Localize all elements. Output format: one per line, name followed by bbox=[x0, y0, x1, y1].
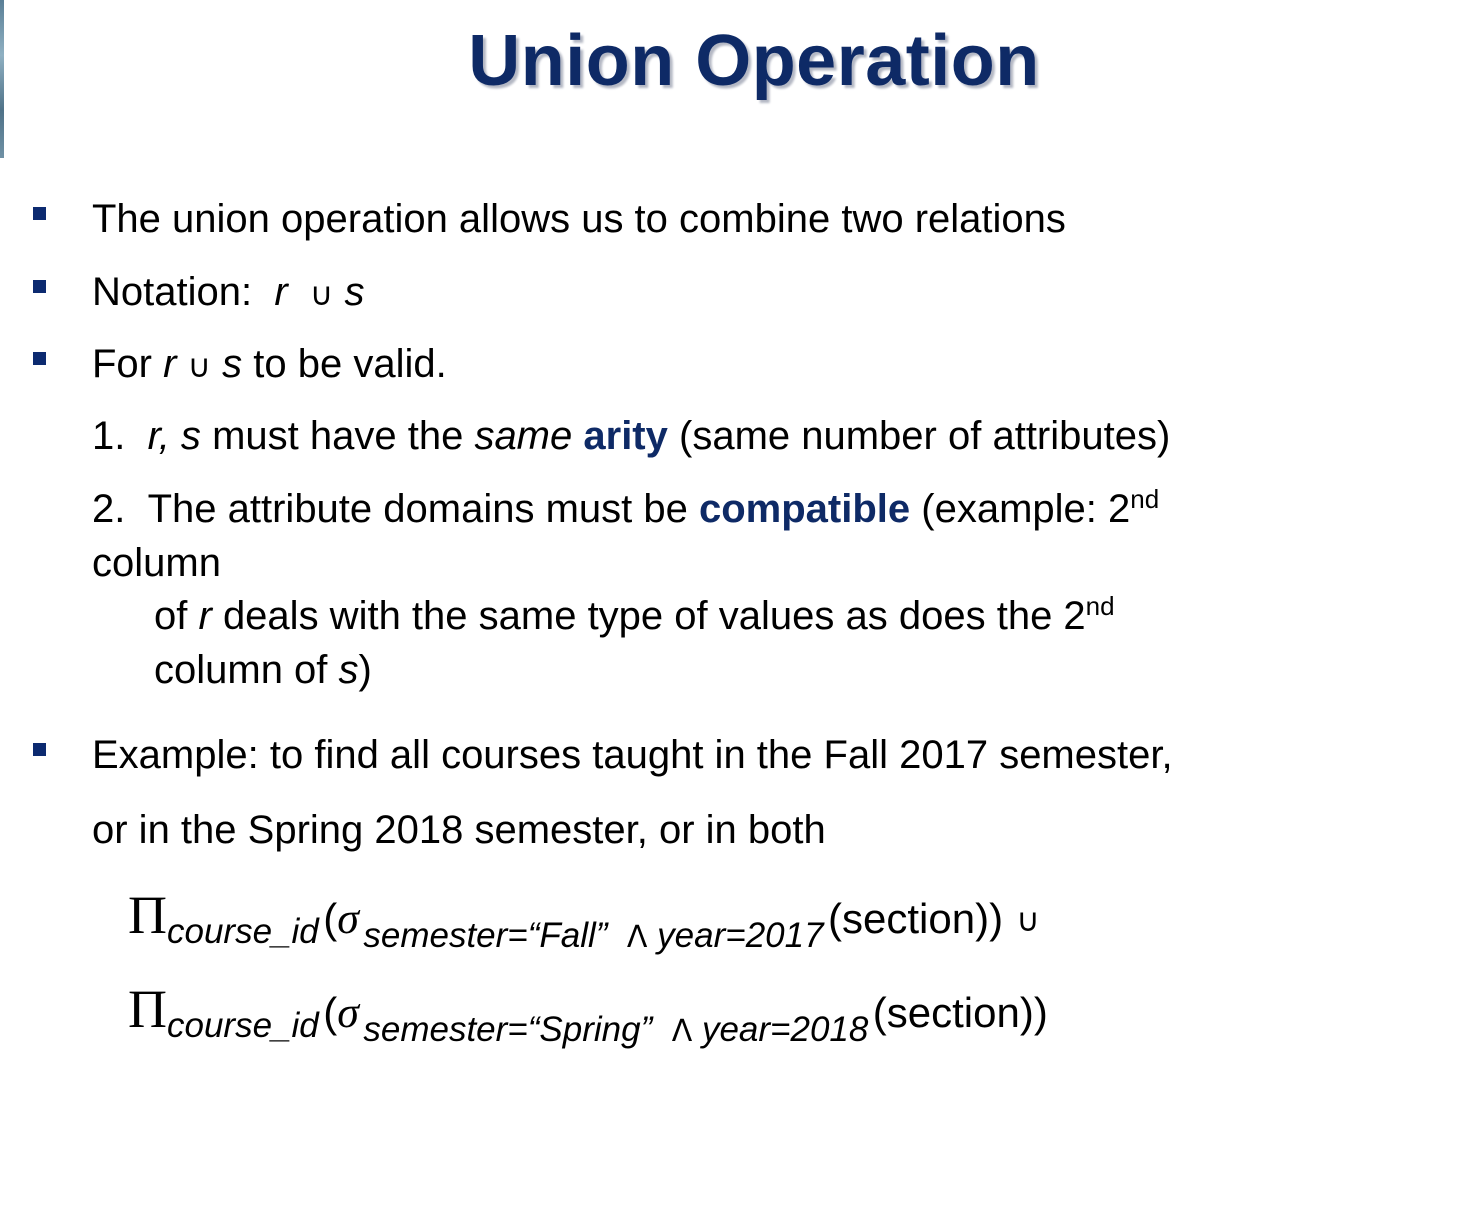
closing-paren: ) bbox=[358, 648, 372, 692]
ordinal-suffix: nd bbox=[1085, 591, 1115, 621]
selection-condition bbox=[363, 1010, 868, 1049]
relation-s: s bbox=[222, 342, 243, 386]
relation-s: s bbox=[344, 270, 365, 314]
relation-section: (section)) bbox=[828, 895, 1004, 942]
condition-2-line-2: column bbox=[92, 541, 221, 585]
condition-text: deals with the same type of values as does the 2 bbox=[222, 594, 1086, 638]
condition-year: year=2018 bbox=[701, 1010, 869, 1049]
bullet-marker bbox=[33, 207, 46, 220]
condition-semester: semester=“Spring” bbox=[363, 1010, 653, 1049]
condition-2-line-1 bbox=[92, 484, 1160, 531]
relation-r: r bbox=[274, 270, 288, 314]
condition-text: The attribute domains must be bbox=[147, 487, 688, 531]
open-paren: ( bbox=[323, 989, 338, 1036]
and-symbol: Λ bbox=[626, 920, 648, 955]
projection-symbol: Π bbox=[128, 885, 167, 945]
condition-text: column of bbox=[154, 648, 328, 692]
condition-text: of bbox=[154, 594, 188, 638]
text-valid: to be valid. bbox=[253, 342, 447, 386]
keyword-arity: arity bbox=[583, 414, 668, 458]
bullet-marker bbox=[33, 280, 46, 293]
union-symbol: ∪ bbox=[187, 347, 211, 385]
bullet-text-1: The union operation allows us to combine two relations bbox=[92, 197, 1066, 241]
condition-text: must have the bbox=[212, 414, 464, 458]
relations-r-s: r, s bbox=[147, 414, 201, 458]
projection-symbol: Π bbox=[128, 979, 167, 1039]
ordinal-suffix: nd bbox=[1130, 484, 1160, 514]
condition-2-line-4 bbox=[154, 650, 372, 690]
condition-year: year=2017 bbox=[657, 916, 824, 955]
relation-r: r bbox=[198, 594, 212, 638]
condition-number: 1. bbox=[92, 414, 126, 458]
bullet-text-3 bbox=[92, 344, 447, 384]
slide-title: Union Operation bbox=[468, 21, 1040, 101]
relation-s: s bbox=[338, 648, 359, 692]
bullet-text-2 bbox=[92, 272, 364, 312]
emphasis-same: same bbox=[474, 414, 573, 458]
condition-2-line-3 bbox=[154, 591, 1115, 638]
bullet-marker bbox=[33, 352, 46, 365]
selection-condition bbox=[363, 916, 823, 955]
projection-subscript: course_id bbox=[167, 912, 319, 951]
formula-line-2 bbox=[128, 979, 1048, 1049]
and-symbol: Λ bbox=[671, 1014, 693, 1049]
condition-semester: semester=“Fall” bbox=[363, 916, 608, 955]
condition-text: (same number of attributes) bbox=[679, 414, 1171, 458]
open-paren: ( bbox=[323, 895, 338, 942]
selection-symbol: σ bbox=[337, 894, 359, 943]
union-symbol: ∪ bbox=[309, 275, 334, 313]
condition-number: 2. bbox=[92, 487, 126, 531]
relation-r: r bbox=[163, 342, 177, 386]
selection-symbol: σ bbox=[337, 988, 359, 1037]
formula-line-1 bbox=[128, 885, 1040, 955]
notation-label: Notation: bbox=[92, 270, 253, 314]
keyword-compatible: compatible bbox=[699, 487, 911, 531]
condition-text: (example: 2 bbox=[921, 487, 1131, 531]
bullet-text-4-continued: or in the Spring 2018 semester, or in both bbox=[92, 808, 826, 852]
projection-subscript: course_id bbox=[167, 1006, 319, 1045]
union-symbol: ∪ bbox=[1016, 901, 1040, 939]
bullet-marker bbox=[33, 743, 46, 756]
relation-section: (section)) bbox=[872, 989, 1048, 1036]
text-for: For bbox=[92, 342, 152, 386]
condition-1 bbox=[92, 416, 1170, 456]
bullet-text-4: Example: to find all courses taught in the Fall 2017 semester, bbox=[92, 733, 1173, 777]
